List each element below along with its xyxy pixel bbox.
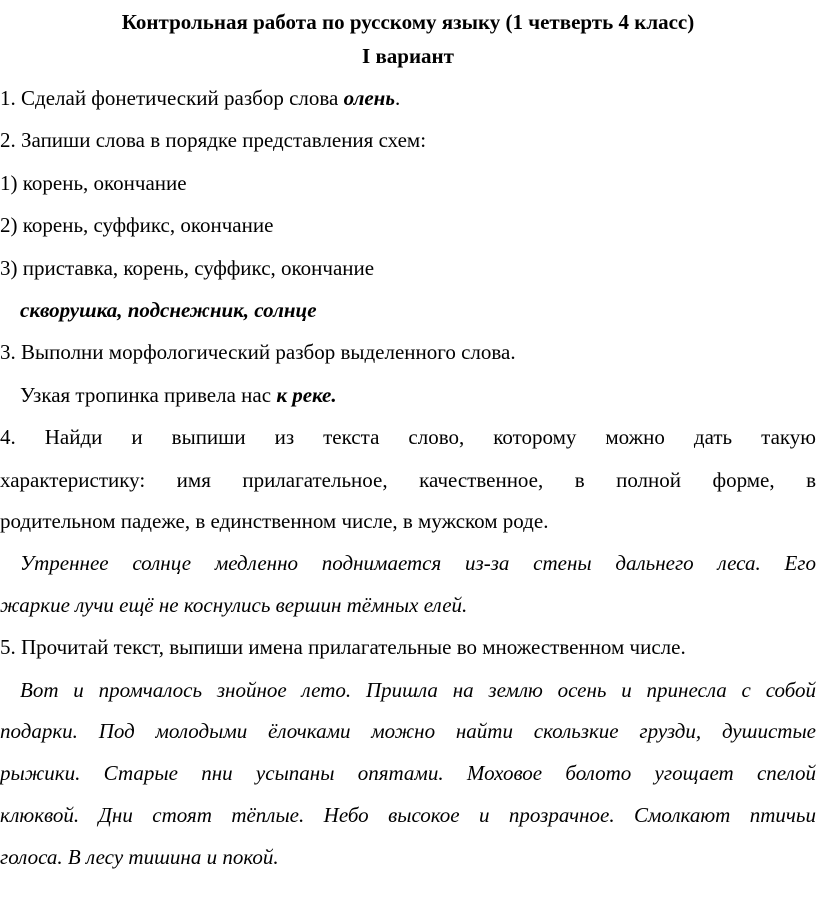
task-5-passage-2: подарки. Под молодыми ёлочками можно найти скользкие грузди, душистые [0,719,816,743]
page-title: Контрольная работа по русскому языку (1 четверть 4 класс) [121,10,695,34]
task-4-line-2: характеристику: имя прилагательное, качественное, в полной форме, в [0,468,816,492]
task-3-text: 3. Выполни морфологический разбор выделенного слова. [0,340,516,364]
task-3-highlight: к реке. [276,383,337,407]
task-2-words: скворушка, подснежник, солнце [20,298,317,322]
task-3-sentence [0,382,816,408]
task-5-passage-4: клюквой. Дни стоят тёплые. Небо высокое и прозрачное. Смолкают птичьи [0,803,816,827]
task-1-word: олень [343,86,395,110]
task-5-passage-5: голоса. В лесу тишина и покой. [0,845,279,869]
scheme-1: 1) корень, окончание [0,171,187,195]
variant-heading: I вариант [362,44,454,68]
task-4-passage-2: жаркие лучи ещё не коснулись вершин тёмных елей. [0,593,468,617]
task-3-sentence-text: Узкая тропинка привела нас [20,383,277,407]
task-4-line-1: 4. Найди и выпиши из текста слово, которому можно дать такую [0,425,816,449]
task-1-end: . [394,86,401,110]
task-1 [0,85,816,111]
task-5-passage-3: рыжики. Старые пни усыпаны опятами. Моховое болото угощает спелой [0,761,816,785]
task-1-text: 1. Сделай фонетический разбор слова [0,86,344,110]
scheme-3: 3) приставка, корень, суффикс, окончание [0,256,375,280]
task-5-passage-1: Вот и промчалось знойное лето. Пришла на землю осень и принесла с собой [20,678,816,702]
scheme-2: 2) корень, суффикс, окончание [0,213,274,237]
task-2-text: 2. Запиши слова в порядке представления схем: [0,128,427,152]
task-4-passage-1: Утреннее солнце медленно поднимается из-за стены дальнего леса. Его [20,551,816,575]
task-5-text: 5. Прочитай текст, выпиши имена прилагательные во множественном числе. [0,635,686,659]
task-4-line-3: родительном падеже, в единственном числе, в мужском роде. [0,509,549,533]
